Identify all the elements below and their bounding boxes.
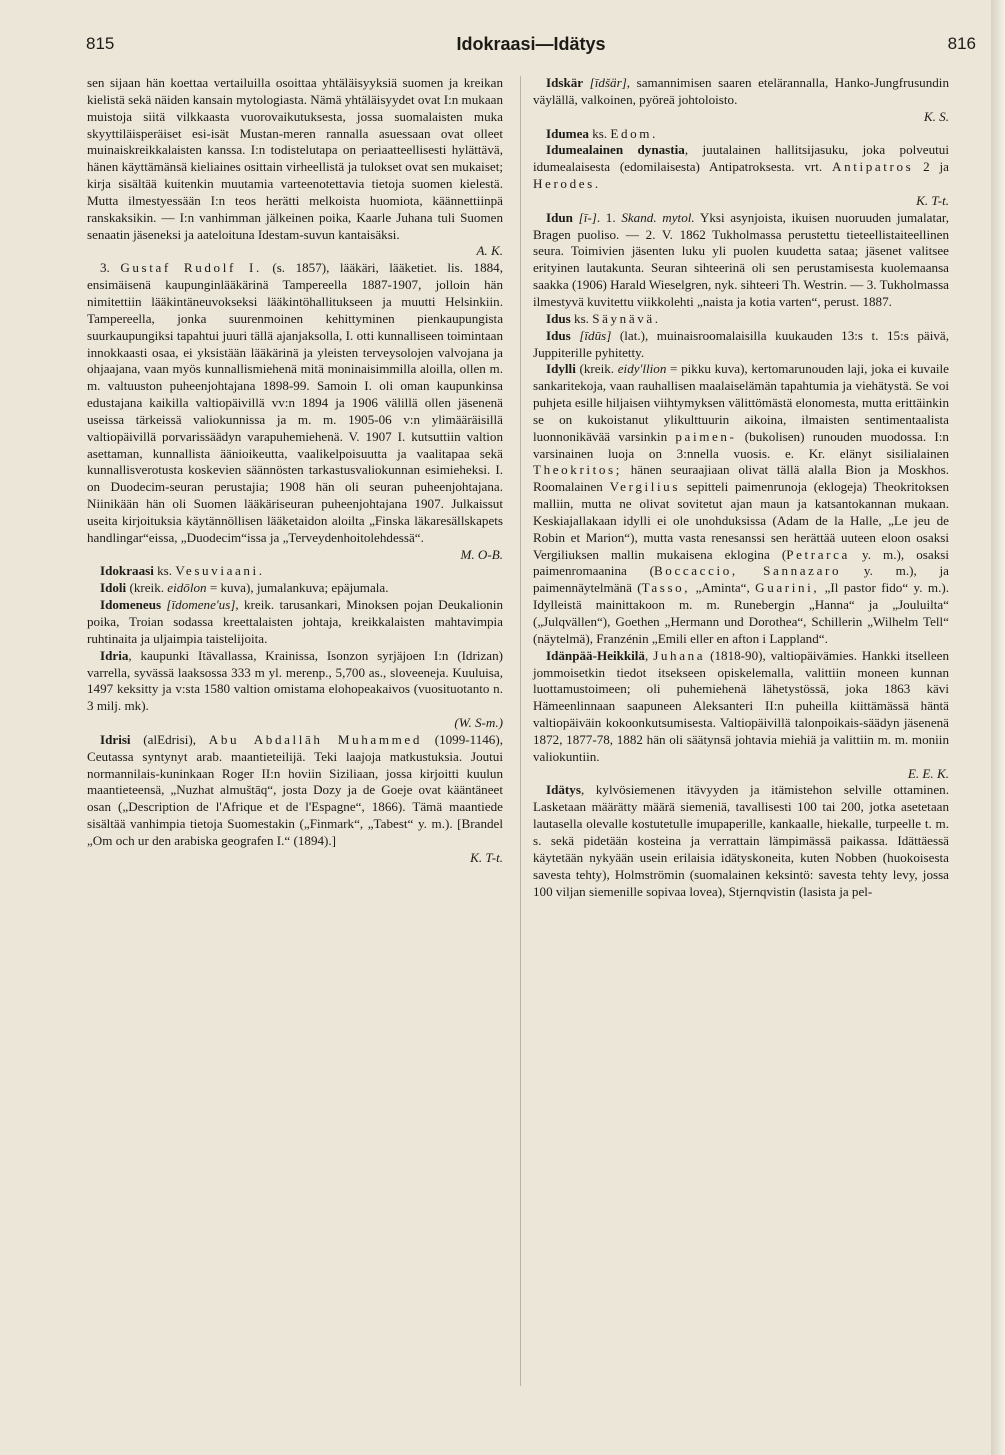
headword: Idus — [546, 310, 571, 326]
person-name: Juhana — [653, 647, 706, 663]
person-name: Gustaf Rudolf I. — [120, 260, 262, 276]
headword: Idun — [546, 209, 573, 225]
entry-idun: Idun [ī-]. 1. Skand. mytol. Yksi asynjoista, ikuisen nuoruuden jumalatar, Bragen puoliso. — 2. V. 1862 Tukholmassa perustettu tieteellistaiteellinen seura. Toimivien jäsenten luku yli puolen kuudetta sataa; jäsenet valitsee erityinen lautakunta. Seuran sihteerinä oli sen perustamisesta kuolemaansa saakka (1906) Harald Wieselgren, nyk. sihteeri Th. Westrin. — 3. Tukholmassa ilmestyvä kuvitettu viikkolehti „naista ja kotia varten“, perust. 1887. — [533, 209, 950, 309]
headword: Idylli — [546, 361, 576, 377]
headword: Idomeneus — [100, 597, 162, 613]
cross-reference: Säynävä. — [592, 310, 661, 326]
page-number-left: 815 — [86, 34, 115, 53]
entry-continuation: sen sijaan hän koettaa vertailuilla osoittaa yhtäläisyyksiä suomen ja kreikan kielistä sekä näiden kansain mytologiasta. Nämä yhtäläisyydet ovat I:n mukaan muistoja siitä vilkkaasta vuorovaikutuksesta, jossa suomalaisten muka skyyttiläisperäiset esi-isät Mustan-meren rannalla asuessaan ovat olleet muinaiskreikkalaisten kanssa. I:n todistelutapa on periaatteellisesti hylättävä, hänen käyttämänsä kieliaines osittain virheellistä ja tulokset ovat sen mukaiset; kirja sisältää kuitenkin muutamia varteenotettavia tietoja suomen kielestä. Mutta ilmestyessään I:n teos herätti melkoista huomiota, käännettiinpä ranskaksikin. — I:n vanhimman jälkeinen poika, Kaarle Juhana tuli Suomen senaatin jäseneksi ja aateloituna Idestam-suvun kantaisäksi. — [87, 75, 503, 242]
person-name: Abu Abdallāh Muhammed — [208, 731, 422, 747]
entry-idrisi: Idrisi (alEdrisi), Abu Abdallāh Muhammed (1099-1146), Ceutassa syntynyt arab. maantieteilijä. Teki laajoja matkustuksia. Joutui normannilais-kuninkaan Roger II:n hoviin Siziliaan, jossa kirjoitti kuulun maantieteensä, „Nuzhat almuštāq“, josta Dozy ja de Goeje ovat kääntäneet osan („Description de l'Afrique et de l'Espagne“, 1866). Tämä maantiede sisältää vanhimpia tietoja Suomestakin („Finmark“, „Tabest“ y. m.). [Brandel „Om och ur den arabiska geografen I.“ (1894).] — [87, 731, 503, 848]
signature: K. T-t. — [470, 849, 503, 865]
headword: Idria — [100, 647, 129, 663]
signature: A. K. — [476, 243, 503, 259]
pronunciation: [īdomene'us] — [161, 597, 236, 613]
pronunciation: [īdūs] — [570, 327, 612, 343]
cross-reference: Antipatros — [832, 159, 914, 175]
cross-reference: Vesuviaani. — [175, 563, 265, 579]
signature: E. E. K. — [907, 765, 949, 781]
entry-idokraasi: Idokraasi ks. Vesuviaani. — [100, 563, 265, 579]
signature: (W. S-m.) — [454, 715, 503, 731]
entry-idus-ref: Idus ks. Säynävä. — [546, 310, 661, 326]
entry-idomeneus: Idomeneus [īdomene'us], kreik. tarusankari, Minoksen pojan Deukalionin poika, Troian sodassa kreettalaisten johtaja, kreikkalaisten mahtavimpia ruhtinaita ja uljaimpia taistelijoita. — [87, 597, 504, 646]
signature: K. S. — [923, 108, 949, 124]
page-number-right: 816 — [947, 34, 976, 53]
pronunciation: [īdšär] — [583, 75, 627, 90]
page-header — [86, 34, 976, 58]
entry-gustaf-rudolf: 3. Gustaf Rudolf I. (s. 1857), lääkäri, lääketiet. lis. 1884, ensimäisenä kaupunginlääkärinä Tampereella 1887-1907, jolloin hän nimitettiin lääkintäneuvokseksi lääkintöhallitukseen ja muutti Helsinkiin. Tampereella, jonka suurenmoinen kehittyminen pienkaupungista suurkaupungiksi tapahtui juuri tällä ajanjaksolla, I. otti kunnalliseen toimintaan innokkaasti osaa, ei yksistään lääkärinä ja yleisten terveysolojen valvojana ja ohjaajana, vaan myös kunnallismiehenä mitä moninaisimmilla aloilla, ollen m. m. valtuuston puheenjohtajana 1898-99. Samoin I. oli oman kaupunkinsa edustajana kaikilla valtiopäivillä vv:n 1894 ja 1906 välillä ollen jäsenenä useissa tärkeissä valiokunnissa ja m. m. 1905-06 v:n ylimääräisillä valtiopäivillä porvarissäädyn varapuhemiehenä. V. 1907 I. kutsuttiin valtion asettaman, kunnallista äänioikeutta, vaalikelpoisuutta ja vaalitapaa sekä kunnallisverotusta koskevien säännösten tarkastusvaliokunnan esimieheksi. I. on Duodecim-seuran perustajia; 1908 hän oli seuran puheenjohtajana. Niinikään hän oli Suomen lääkäriseuran puheenjohtajana 1907. Julkaissut useita kirjoituksia käytännöllisen lääketaidon aloilta „Finska läkaresällskapets handlingar“eissa, „Duodecim“issa ja „Terveydenhoitolehdessä“. — [87, 260, 503, 545]
headword: Idumealainen dynastia — [546, 142, 685, 158]
entry-idumea: Idumea ks. Edom. — [546, 125, 658, 141]
cross-reference: Herodes. — [533, 176, 601, 192]
signature: M. O-B. — [460, 546, 503, 562]
headword: Idumea — [546, 125, 589, 141]
right-column — [533, 75, 949, 900]
entry-idskar: Idskär [īdšär], samannimisen saaren etelärannalla, Hanko-Jungfrusundin väylällä, valkoinen, pyöreä johtoloisto. — [533, 75, 949, 107]
entry-idumealainen-dynastia: Idumealainen dynastia, juutalainen hallitsijasuku, joka polveutui idumealaisesta (edomilaisesta) Antipatroksesta. vrt. Antipatros 2 ja Herodes. — [533, 142, 949, 192]
entry-idylli: Idylli (kreik. eidy'llion = pikku kuva), kertomarunouden laji, joka ei kuvaile sankaritekoja, vaan rauhallisen maalaiselämän tapahtumia ja viehätystä. Se voi puhjeta esille hiljaisen viihtymyksen välittömästä elonomesta, mutta erittäinkin se on kukoistanut ylikulttuurin aikoina, ilmaisten sentimentaalista luonnonikävää varsinkin paimen- (bukolisen) runouden muodossa. I:n varsinainen luoja on 3:nnella vuosis. e. Kr. elänyt sisilialainen Theokritos; hänen seuraajiaan olivat tällä alalla Bion ja Moskhos. Roomalainen Vergilius sepitteli paimenrunoja (eklogeja) Theokritoksen malliin, mutta ne olivat sovitetut ajan maun ja katsantokannan mukaan. Keskiajallakaan idylli ei ole unohduksissa (Adam de la Halle, „Le jeu de Robin et Marion“), mutta vasta renesanssi sen herättää uuteen eloon osaksi Vergiliuksen mallin mukaisena eklogina (Petrarca y. m.), osaksi paimenromaanina (Boccaccio, Sannazaro y. m.), ja paimennäytelmänä (Tasso, „Aminta“, Guarini, „Il pastor fido“ y. m.). Idylleistä mainittakoon m. m. Runebergin „Hanna“ ja „Jouluilta“ („Julqvällen“), Goethen „Hermann und Dorothea“, Schillerin „Wilhelm Tell“ (näytelmä), Franzénin „Emili eller en afton i Lappland“. — [533, 361, 949, 646]
headword: Idokraasi — [100, 563, 154, 579]
headword: Idoli — [100, 580, 127, 596]
signature: K. T-t. — [916, 192, 949, 208]
entry-idanpaa-heikkila: Idänpää-Heikkilä, Juhana (1818-90), valtiopäivämies. Hankki itselleen jommoisetkin tiedot itsekseen opiskelemalla, valittiin moneen kunnan luottamustoimeen; oli puhemiehenä lähetystössä, joka 1863 kävi Hämeenlinnaan saapuneen Aleksanteri II:n puheilla kiittämässä häntä valtiopäiväin kokoonkutsumisesta. Valtiopäivillä talonpoikais-säädyn jäsenenä 1872, 1877-78, 1882 hän oli säätynsä johtavia miehiä ja valittiin m. m. moniin valiokuntiin. — [533, 647, 949, 764]
headword: Idänpää-Heikkilä — [546, 647, 645, 663]
entry-idria: Idria, kaupunki Itävallassa, Krainissa, Isonzon syrjäjoen I:n (Idrizan) varrella, syvässä laaksossa 333 m yl. merenp., 5,700 as., sloveeneja. Kuuluisa, 1497 keksitty ja v:sta 1580 valtion omistama elohopeakaivos (vuosituotanto n. 3 milj. mk). — [87, 647, 503, 714]
cross-reference: Edom. — [610, 125, 658, 141]
headword: Idrisi — [100, 731, 131, 747]
pronunciation: [ī-] — [572, 209, 597, 225]
column-divider — [520, 76, 521, 1386]
entry-idatys: Idätys, kylvösiemenen itävyyden ja itämistehon selville ottaminen. Lasketaan määrätty määrä siemeniä, tavallisesti 100 tai 200, jotka asetetaan lautasella olevalle kostutetulle imupaperille, kankaalle, hiekalle, turpeelle t. m. s. sekä pidetään kosteina ja verrattain lämpimässä paikassa. Idättäessä käytetään nykyään usein erilaisia idätyskoneita, kuten Nobben (huokoisesta savesta tehty), Holmströmin (suomalainen keksintö: savesta tehty levy, jossa 100 viljan siemenille sopivaa lovea), Stjernqvistin (lasista ja pel- — [533, 782, 949, 899]
entry-idoli: Idoli (kreik. eidōlon = kuva), jumalankuva; epäjumala. — [100, 580, 389, 596]
headword: Idskär — [546, 75, 584, 90]
entry-idus: Idus [īdūs] (lat.), muinaisroomalaisilla kuukauden 13:s t. 15:s päivä, Juppiterille pyhitetty. — [533, 327, 950, 360]
running-title: Idokraasi—Idätys — [456, 34, 606, 54]
headword: Idus — [546, 327, 571, 343]
left-column — [87, 75, 503, 867]
page-edge — [991, 0, 1005, 1455]
headword: Idätys — [546, 782, 581, 798]
